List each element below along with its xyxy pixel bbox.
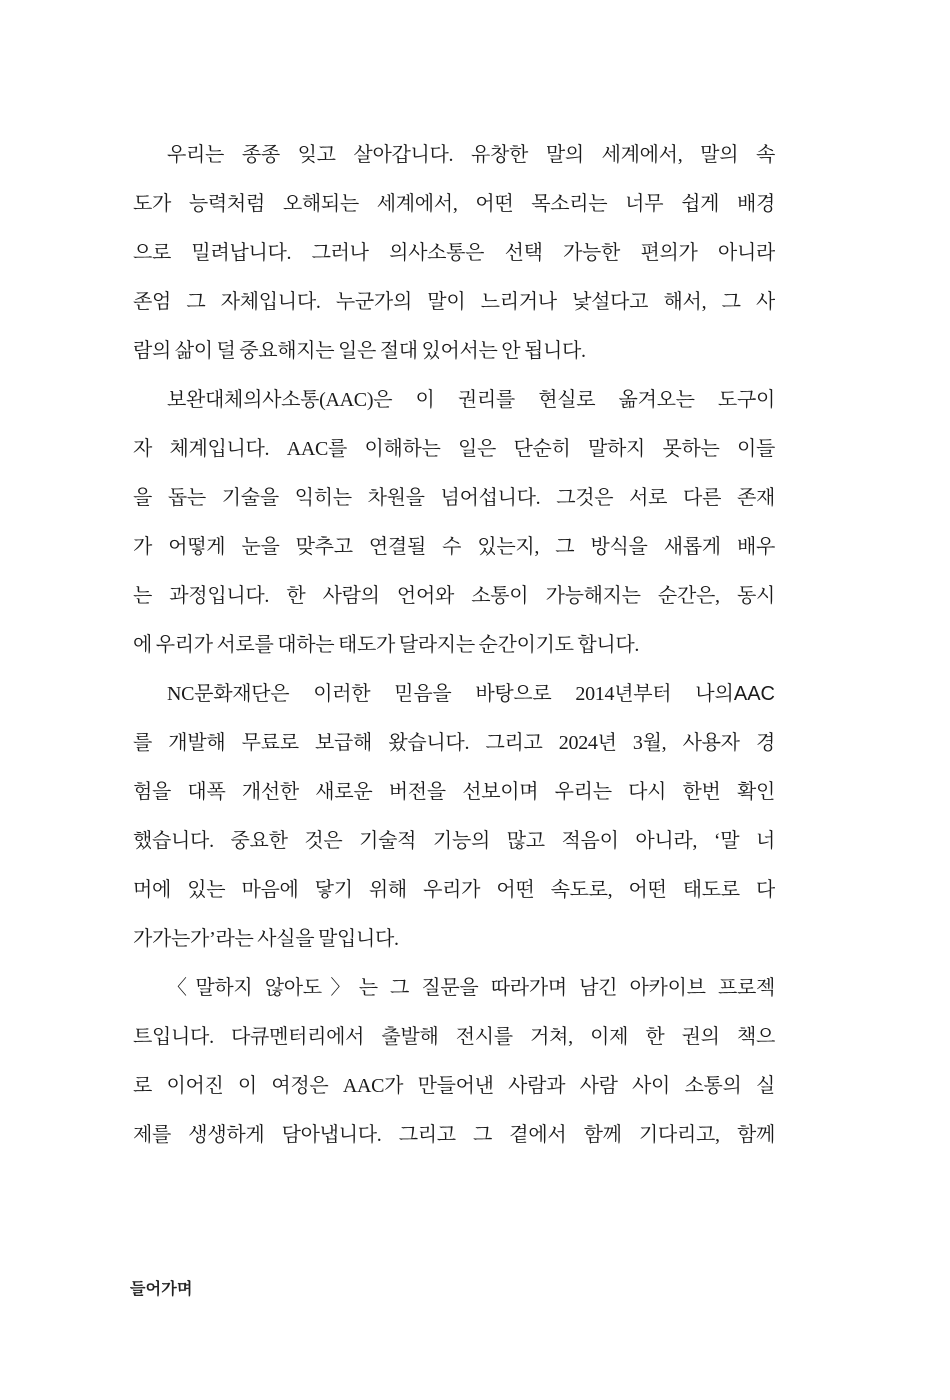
running-footer-label: 들어가며 [130, 1281, 193, 1298]
body-line: 을 돕는 기술을 익히는 차원을 넘어섭니다. 그것은 서로 다른 존재 [133, 487, 775, 509]
body-line: 〈말하지 않아도〉는 그 질문을 따라가며 남긴 아카이브 프로젝 [167, 977, 775, 999]
body-line: 가가는가’라는 사실을 말입니다. [133, 928, 399, 950]
body-text [133, 131, 775, 1160]
body-line: 제를 생생하게 담아냅니다. 그리고 그 곁에서 함께 기다리고, 함께 [133, 1124, 775, 1146]
body-line: 도가 능력처럼 오해되는 세계에서, 어떤 목소리는 너무 쉽게 배경 [133, 193, 775, 215]
body-line: 존엄 그 자체입니다. 누군가의 말이 느리거나 낯설다고 해서, 그 사 [133, 291, 775, 313]
body-line: 로 이어진 이 여정은 AAC가 만들어낸 사람과 사람 사이 소통의 실 [133, 1075, 775, 1097]
body-line: 람의 삶이 덜 중요해지는 일은 절대 있어서는 안 됩니다. [133, 340, 586, 362]
body-line: 으로 밀려납니다. 그러나 의사소통은 선택 가능한 편의가 아니라 [133, 242, 775, 264]
body-line: 에 우리가 서로를 대하는 태도가 달라지는 순간이기도 합니다. [133, 634, 640, 656]
body-line: 했습니다. 중요한 것은 기술적 기능의 많고 적음이 아니라, ‘말 너 [133, 830, 775, 852]
body-line: 험을 대폭 개선한 새로운 버전을 선보이며 우리는 다시 한번 확인 [133, 781, 775, 803]
product-name: 나의AAC [695, 683, 775, 705]
body-line: 보완대체의사소통(AAC)은 이 권리를 현실로 옮겨오는 도구이 [167, 389, 775, 411]
body-line: 트입니다. 다큐멘터리에서 출발해 전시를 거쳐, 이제 한 권의 책으 [133, 1026, 775, 1048]
body-line: 자 체계입니다. AAC를 이해하는 일은 단순히 말하지 못하는 이들 [133, 438, 775, 460]
body-line: 우리는 종종 잊고 살아갑니다. 유창한 말의 세계에서, 말의 속 [167, 144, 775, 166]
body-line: 머에 있는 마음에 닿기 위해 우리가 어떤 속도로, 어떤 태도로 다 [133, 879, 775, 901]
body-line: 가 어떻게 눈을 맞추고 연결될 수 있는지, 그 방식을 새롭게 배우 [133, 536, 775, 558]
body-line: 를 개발해 무료로 보급해 왔습니다. 그리고 2024년 3월, 사용자 경 [133, 732, 775, 754]
body-line: 는 과정입니다. 한 사람의 언어와 소통이 가능해지는 순간은, 동시 [133, 585, 775, 607]
body-line: NC문화재단은 이러한 믿음을 바탕으로 2014년부터 나의AAC [167, 683, 775, 705]
